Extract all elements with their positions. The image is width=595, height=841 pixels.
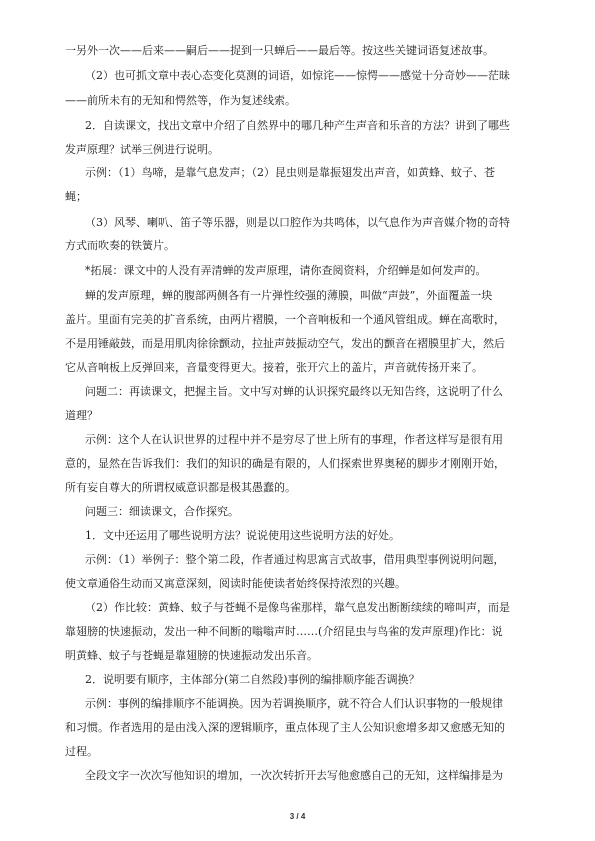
text-line: 示例：这个人在认识世界的过程中并不是穷尽了世上所有的事理，作者这样写是很有用 xyxy=(85,433,503,446)
text-line: （2）也可抓文章中表心态变化莫测的词语，如惊诧——惊愕——感觉十分奇妙——茫昧 xyxy=(85,69,510,82)
text-line: 2．自读课文，找出文章中介绍了自然界中的哪几种产生声音和乐音的方法？讲到了哪些 xyxy=(85,119,510,132)
text-line: 蝉的发声原理，蝉的腹部两侧各有一片弹性绞强的薄膜，叫做“声鼓”，外面覆盖一块 xyxy=(85,289,493,302)
text-line: 蝇； xyxy=(65,190,87,203)
text-line: 示例：事例的编排顺序不能调换。因为若调换顺序，就不符合人们认识事物的一般规律 xyxy=(85,697,503,710)
text-line: 意的，显然在告诉我们：我们的知识的确是有限的，人们探索世界奥秘的脚步才刚刚开始， xyxy=(65,457,505,470)
text-line: 问题二：再读课文，把握主旨。文中写对蝉的认识探究最终以无知告终，这说明了什么 xyxy=(85,385,503,398)
text-line: 2．说明要有顺序，主体部分(第二自然段)事例的编排顺序能否调换？ xyxy=(85,673,420,686)
text-line: 发声原理？试举三例进行说明。 xyxy=(65,143,219,156)
text-line: 全段文字一次次写他知识的增加，一次次转折开去写他愈感自己的无知，这样编排是为 xyxy=(85,769,503,782)
text-line: 过程。 xyxy=(65,745,98,758)
text-line: （3）风琴、喇叭、笛子等乐器，则是以口腔作为共鸣体，以气息作为声音媒介物的奇特 xyxy=(85,216,510,229)
text-line: （2）作比较：黄蜂、蚊子与苍蝇不是像鸟雀那样，靠气息发出断断续续的啼叫声，而是 xyxy=(85,601,510,614)
text-line: 它从音响板上反弹回来，音量变得更大。接着，张开穴上的盖片，声音就传扬开来了。 xyxy=(65,361,483,374)
text-line: 1．文中还运用了哪些说明方法？说说使用这些说明方法的好处。 xyxy=(85,529,400,542)
text-line: 不是用锤敲鼓，而是用肌肉徐徐颤动，拉扯声鼓振动空气，发出的颤音在褶膜里扩大，然后 xyxy=(65,337,505,350)
text-line: 道理？ xyxy=(65,409,98,422)
page-number: 3 / 4 xyxy=(289,812,306,821)
text-line: 所有妄自尊大的所谓权威意识都是极其愚蠢的。 xyxy=(65,481,296,494)
text-line: ——前所未有的无知和愕然等，作为复述线索。 xyxy=(65,94,296,107)
text-line: 明黄蜂、蚊子与苍蝇是靠翅膀的快速振动发出乐音。 xyxy=(65,649,318,662)
text-line: 示例：（1）举例子：整个第二段，作者通过构思寓言式故事，借用典型事例说明问题， xyxy=(85,553,505,566)
text-line: 问题三：细读课文，合作探究。 xyxy=(85,505,239,518)
text-line: 一另外一次——后来——嗣后——捉到一只蝉后——最后等。按这些关键词语复述故事。 xyxy=(65,44,494,57)
text-line: 示例：（1）鸟啼，是靠气息发声；（2）昆虫则是靠振翅发出声音，如黄蜂、蚊子、苍 xyxy=(85,166,495,179)
text-line: 靠翅膀的快速振动，发出一种不间断的嗡嗡声时……(介绍昆虫与鸟雀的发声原理)作比：说 xyxy=(65,625,503,638)
text-line: *拓展：课文中的人没有弄清蝉的发声原理，请你查阅资料，介绍蝉是如何发声的。 xyxy=(85,264,487,277)
text-line: 使文章通俗生动而又寓意深刻，阅读时能使读者始终保持浓烈的兴趣。 xyxy=(65,577,406,590)
text-line: 方式而吹奏的铁簧片。 xyxy=(65,239,175,252)
text-line: 盖片。里面有完美的扩音系统，由两片褶膜，一个音响板和一个通风管组成。蝉在高歌时， xyxy=(65,313,505,326)
text-line: 和习惯。作者选用的是由浅入深的逻辑顺序，重点体现了主人公知识愈增多却又愈感无知的 xyxy=(65,721,505,734)
